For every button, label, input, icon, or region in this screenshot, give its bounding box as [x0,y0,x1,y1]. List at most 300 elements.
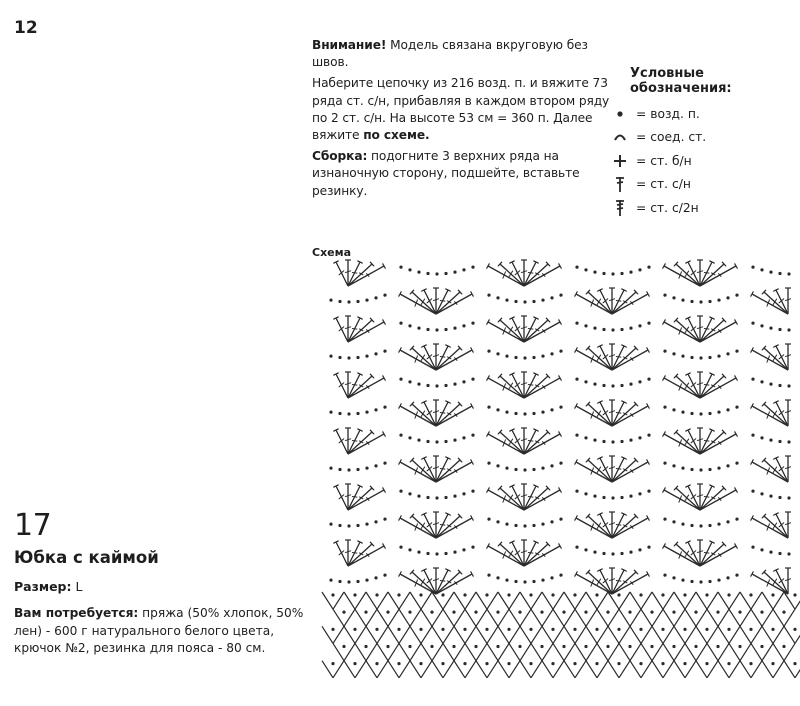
mesh-stroke [432,609,443,626]
mesh-stroke [432,643,443,660]
crochet-diagram [318,240,800,706]
mesh-stroke [630,661,641,678]
chain-dot [532,580,535,583]
chain-dot [529,628,532,631]
chain-dot [365,578,368,581]
chain-dot [661,593,664,596]
mesh-stroke [784,643,795,660]
mesh-stroke [333,643,344,660]
chain-dot [782,645,785,648]
chain-dot [435,272,438,275]
mesh-stroke [487,626,498,643]
chain-dot [444,384,447,387]
chain-dot [532,524,535,527]
mesh-stroke [619,661,630,678]
chain-dot [331,662,334,665]
stitch-bar [509,439,513,445]
stitch-bar [603,466,608,471]
stitch-bar [603,354,608,359]
chain-dot [639,593,642,596]
chain-dot [550,520,553,523]
chain-dot [672,645,675,648]
mesh-stroke [740,643,751,660]
chain-dot [514,412,517,415]
mesh-stroke [630,626,641,643]
stitch-bar [685,383,689,389]
chain-dot [383,405,386,408]
chain-dot [329,298,332,301]
chain-dot [595,662,598,665]
mesh-stroke [674,592,685,609]
mesh-stroke [641,609,652,626]
stitch-bar [773,411,777,417]
chain-dot [751,545,754,548]
chain-dot [435,552,438,555]
chain-dot [638,436,641,439]
chain-dot [708,468,711,471]
chain-dot [365,522,368,525]
chain-dot [787,552,790,555]
mesh-stroke [762,592,773,609]
chain-dot [647,433,650,436]
chain-dot [620,384,623,387]
legend-row-slip [612,126,798,150]
mesh-stroke [322,626,333,643]
stitch-bar [691,326,696,331]
mesh-stroke [773,626,784,643]
chain-dot [365,298,368,301]
legend-label-chain: = возд. п. [636,106,700,121]
stitch-bar [685,271,689,277]
stitch-bar [352,552,357,553]
instructions-paragraph-start [312,75,610,144]
mesh-stroke [751,592,762,609]
mesh-stroke [718,643,729,660]
chain-dot [708,580,711,583]
chain-dot [541,466,544,469]
mesh-stroke [333,592,344,609]
chain-dot [463,662,466,665]
chain-dot [681,298,684,301]
mesh-stroke [542,661,553,678]
stitch-bar [352,272,357,273]
chain-dot [487,573,490,576]
chain-dot [717,522,720,525]
mesh-stroke [498,609,509,626]
mesh-stroke [674,626,685,643]
chain-stitch-dot-icon [612,105,628,123]
chain-dot [717,466,720,469]
chain-dot [397,628,400,631]
chain-dot [347,300,350,303]
chain-dot [383,293,386,296]
chain-dot [727,593,730,596]
stitch-bar [427,410,432,415]
mesh-stroke [355,592,366,609]
stitch-bar [779,522,784,527]
chain-dot [496,296,499,299]
chain-dot [329,466,332,469]
mesh-stroke [641,592,652,609]
chain-dot [611,384,614,387]
chain-dot [602,552,605,555]
stitch-stroke [336,542,348,566]
chain-dot [593,382,596,385]
stitch-bar [515,382,520,387]
chain-dot [338,412,341,415]
chain-dot [374,352,377,355]
mesh-stroke [498,592,509,609]
chain-dot [629,326,632,329]
mesh-stroke [498,661,509,678]
chain-dot [650,611,653,614]
chain-dot [435,440,438,443]
stitch-bar [440,300,445,301]
chain-dot [364,611,367,614]
chain-dot [738,645,741,648]
chain-dot [620,440,623,443]
chain-dot [356,412,359,415]
chain-dot [760,492,763,495]
chain-dot [452,645,455,648]
treble-crochet-icon [612,199,628,217]
mesh-stroke [740,592,751,609]
stitch-bar [704,328,709,329]
chain-dot [444,328,447,331]
mesh-stroke [751,626,762,643]
chain-dot [716,645,719,648]
chain-dot [356,356,359,359]
chain-dot [408,492,411,495]
chain-dot [541,298,544,301]
crochet-diagram-svg [318,240,800,706]
mesh-stroke [410,592,421,609]
chain-dot [426,440,429,443]
chain-dot [551,593,554,596]
mesh-stroke [476,643,487,660]
chain-dot [647,265,650,268]
chain-dot [672,576,675,579]
mesh-stroke [443,643,454,660]
mesh-stroke [410,643,421,660]
chain-dot [663,461,666,464]
by-scheme-label: по схеме. [363,128,430,143]
mesh-stroke [399,643,410,660]
chain-dot [462,324,465,327]
chain-dot [399,489,402,492]
chain-dot [487,293,490,296]
chain-dot [639,662,642,665]
mesh-stroke [663,661,674,678]
mesh-stroke [685,609,696,626]
chain-dot [426,328,429,331]
mesh-stroke [597,643,608,660]
chain-dot [507,662,510,665]
legend-label-double: = ст. с/н [636,177,691,192]
chain-dot [383,573,386,576]
mesh-stroke [696,643,707,660]
mesh-stroke [597,592,608,609]
mesh-stroke [597,609,608,626]
mesh-stroke [432,661,443,678]
chain-dot [471,321,474,324]
chain-dot [751,377,754,380]
stitch-bar [339,270,344,275]
chain-dot [620,328,623,331]
chain-dot [771,628,774,631]
stitch-bar [603,410,608,415]
mesh-stroke [575,626,586,643]
chain-dot [699,524,702,527]
mesh-stroke [630,643,641,660]
chain-dot [487,461,490,464]
chain-dot [463,628,466,631]
chain-dot [735,517,738,520]
chain-dot [562,645,565,648]
chain-dot [584,268,587,271]
mesh-stroke [443,609,454,626]
chain-dot [620,496,623,499]
mesh-stroke [784,609,795,626]
chain-dot [751,321,754,324]
mesh-stroke [729,643,740,660]
mesh-stroke [608,661,619,678]
chain-dot [356,300,359,303]
mesh-stroke [410,661,421,678]
mesh-stroke [696,592,707,609]
stitch-bar [704,440,709,441]
chain-dot [726,464,729,467]
mesh-stroke [575,609,586,626]
chain-dot [365,410,368,413]
legend-label-slip: = соед. ст. [636,130,707,145]
mesh-stroke [388,643,399,660]
chain-dot [559,293,562,296]
mesh-stroke [784,592,795,609]
chain-dot [462,436,465,439]
chain-dot [751,489,754,492]
chain-dot [523,356,526,359]
mesh-stroke [564,626,575,643]
mesh-stroke [542,609,553,626]
chain-dot [672,520,675,523]
stitch-bar [339,382,344,387]
mesh-stroke [322,661,333,678]
chain-dot [386,645,389,648]
stitch-bar [427,298,432,303]
mesh-stroke [608,626,619,643]
stitch-bar [528,384,533,385]
chain-dot [629,270,632,273]
chain-dot [408,645,411,648]
chain-dot [541,354,544,357]
mesh-stroke [586,643,597,660]
chain-dot [383,517,386,520]
stitch-bar [339,550,344,555]
mesh-stroke [542,626,553,643]
mesh-stroke [652,643,663,660]
stitch-bar [597,579,601,585]
chain-dot [573,628,576,631]
mesh-stroke [718,609,729,626]
mesh-stroke [762,661,773,678]
chain-dot [751,433,754,436]
chain-dot [383,461,386,464]
chain-dot [628,645,631,648]
stitch-bar [339,494,344,499]
chain-dot [760,380,763,383]
chain-dot [620,272,623,275]
mesh-stroke [377,592,388,609]
chain-dot [638,268,641,271]
mesh-stroke [729,661,740,678]
chain-dot [769,382,772,385]
chain-dot [584,645,587,648]
mesh-stroke [784,661,795,678]
mesh-stroke [619,592,630,609]
mesh-stroke [454,609,465,626]
chain-dot [356,524,359,527]
mesh-stroke [652,609,663,626]
stitch-bar [515,550,520,555]
chain-dot [471,545,474,548]
chain-dot [532,356,535,359]
chain-dot [541,410,544,413]
mesh-stroke [685,643,696,660]
chain-dot [735,349,738,352]
mesh-stroke [608,643,619,660]
chain-dot [514,468,517,471]
chain-dot [681,410,684,413]
chain-dot [496,645,499,648]
stitch-bar [440,468,445,469]
slip-stitch-arc-icon [612,128,628,146]
chain-dot [769,494,772,497]
chain-dot [462,268,465,271]
chain-dot [408,436,411,439]
stitch-bar [421,523,425,529]
chain-dot [611,552,614,555]
chain-dot [593,438,596,441]
chain-dot [532,468,535,471]
chain-dot [735,405,738,408]
stitch-bar [685,551,689,557]
chain-dot [347,468,350,471]
chain-dot [419,628,422,631]
chain-dot [611,440,614,443]
chain-dot [453,382,456,385]
chain-dot [793,628,796,631]
chain-dot [611,496,614,499]
mesh-stroke [333,609,344,626]
mesh-stroke [685,626,696,643]
stitch-bar [528,328,533,329]
chain-dot [726,520,729,523]
chain-dot [441,628,444,631]
chain-dot [584,380,587,383]
chain-dot [540,611,543,614]
legend-label-single: = ст. б/н [636,153,692,168]
page-number: 12 [14,18,38,38]
chain-dot [375,662,378,665]
chain-dot [338,356,341,359]
chain-dot [444,496,447,499]
chain-dot [331,628,334,631]
chain-dot [331,593,334,596]
chain-dot [647,545,650,548]
chain-dot [507,628,510,631]
chain-dot [551,662,554,665]
stitch-bar [509,383,513,389]
mesh-stroke [410,626,421,643]
chain-dot [487,349,490,352]
chain-dot [708,300,711,303]
chain-dot [617,662,620,665]
stitch-bar [528,552,533,553]
mesh-stroke [421,592,432,609]
mesh-stroke [718,626,729,643]
chain-dot [575,377,578,380]
mesh-stroke [575,643,586,660]
chain-dot [595,628,598,631]
chain-dot [793,662,796,665]
chain-dot [573,662,576,665]
stitch-bar [779,578,784,583]
mesh-stroke [498,626,509,643]
mesh-stroke [531,661,542,678]
mesh-stroke [553,592,564,609]
chain-dot [496,352,499,355]
stitch-bar [427,522,432,527]
stitch-bar [421,579,425,585]
chain-dot [426,496,429,499]
stitch-bar [704,552,709,553]
chain-dot [699,412,702,415]
chain-dot [717,298,720,301]
chain-dot [778,496,781,499]
chain-dot [611,272,614,275]
stitch-stroke [336,486,348,510]
chain-dot [751,265,754,268]
mesh-stroke [355,643,366,660]
chain-dot [726,296,729,299]
mesh-stroke [630,609,641,626]
chain-dot [575,433,578,436]
stitch-bar [528,496,533,497]
chain-dot [690,524,693,527]
stitch-bar [616,356,621,357]
stitch-bar [691,270,696,275]
size-label: Размер: [14,579,72,594]
chain-dot [550,576,553,579]
chain-dot [338,468,341,471]
chain-dot [523,412,526,415]
stitch-bar [704,496,709,497]
mesh-stroke [564,661,575,678]
chain-dot [485,593,488,596]
legend-label-treble: = ст. с/2н [636,200,699,215]
chain-dot [462,380,465,383]
chain-dot [575,489,578,492]
chain-dot [727,628,730,631]
chain-dot [408,380,411,383]
chain-dot [602,440,605,443]
stitch-bar [528,440,533,441]
size-line [14,579,82,594]
mesh-stroke [531,643,542,660]
stitch-bar [597,355,601,361]
chain-dot [602,272,605,275]
